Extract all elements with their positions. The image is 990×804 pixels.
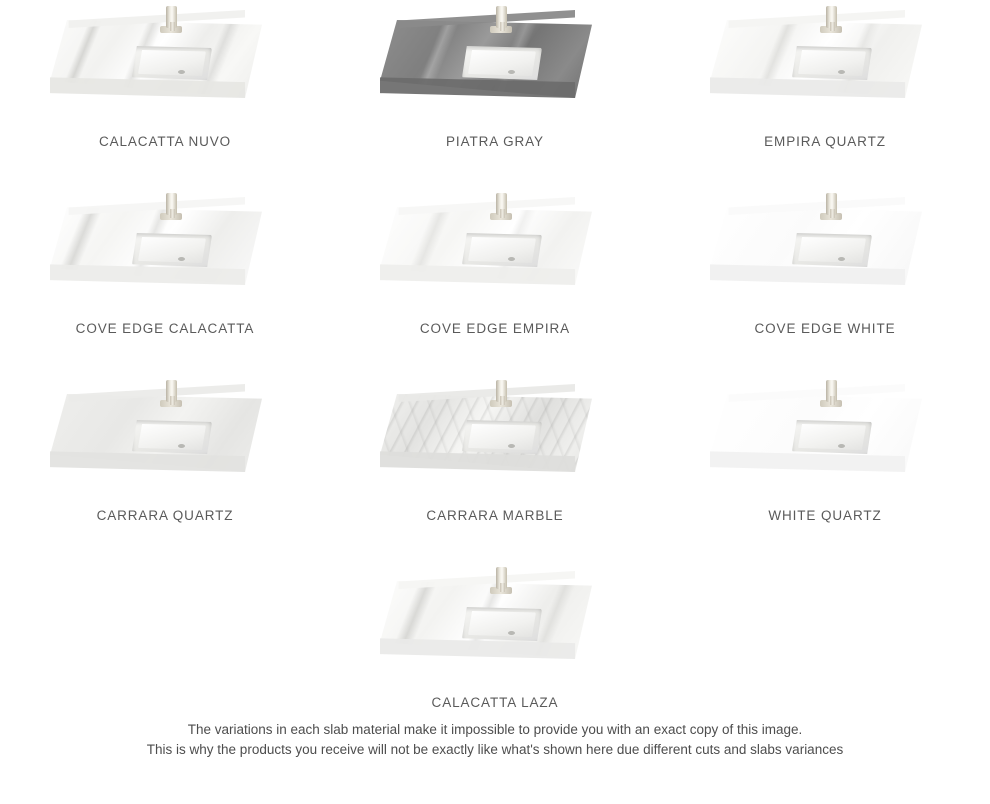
product-thumbnail[interactable] <box>380 565 610 685</box>
disclaimer-line-2: This is why the products you receive will not be exactly like what's shown here due different cuts and slabs variances <box>146 742 844 757</box>
sink-basin-inner <box>798 50 866 76</box>
option-label: CARRARA MARBLE <box>426 508 564 523</box>
disclaimer-text <box>0 720 990 760</box>
options-row <box>0 374 990 523</box>
sink-basin-inner <box>798 237 866 263</box>
sink-drain <box>508 631 515 635</box>
sink-basin-inner <box>138 237 206 263</box>
faucet-spout <box>170 396 175 405</box>
option-card-carrara-quartz[interactable] <box>0 374 330 523</box>
faucet-spout <box>170 22 175 31</box>
sink-drain <box>508 70 515 74</box>
product-thumbnail[interactable] <box>380 191 610 311</box>
options-row <box>0 187 990 336</box>
sink-basin-inner <box>468 424 536 450</box>
sink-basin-inner <box>138 50 206 76</box>
option-card-calacatta-nuvo[interactable] <box>0 0 330 149</box>
faucet-spout <box>830 209 835 218</box>
faucet-spout <box>500 396 505 405</box>
product-thumbnail[interactable] <box>50 4 280 124</box>
product-thumbnail[interactable] <box>50 191 280 311</box>
sink-drain <box>178 444 185 448</box>
option-label: COVE EDGE CALACATTA <box>75 321 255 336</box>
product-thumbnail[interactable] <box>380 4 610 124</box>
faucet-spout <box>500 583 505 592</box>
sink-basin-inner <box>468 50 536 76</box>
option-label: WHITE QUARTZ <box>768 508 882 523</box>
sink-drain <box>508 257 515 261</box>
product-thumbnail[interactable] <box>380 378 610 498</box>
faucet-spout <box>170 209 175 218</box>
sink-drain <box>838 257 845 261</box>
option-card-carrara-marble[interactable] <box>330 374 660 523</box>
sink-basin-inner <box>798 424 866 450</box>
option-card-empira-quartz[interactable] <box>660 0 990 149</box>
faucet-spout <box>830 396 835 405</box>
sink-drain <box>838 70 845 74</box>
product-thumbnail[interactable] <box>710 4 940 124</box>
sink-basin-inner <box>468 611 536 637</box>
option-label: EMPIRA QUARTZ <box>764 134 886 149</box>
options-row <box>0 0 990 149</box>
sink-drain <box>838 444 845 448</box>
option-label: CALACATTA LAZA <box>431 695 559 710</box>
option-label: PIATRA GRAY <box>446 134 544 149</box>
product-thumbnail[interactable] <box>710 191 940 311</box>
faucet-spout <box>500 22 505 31</box>
option-card-cove-edge-white[interactable] <box>660 187 990 336</box>
sink-basin-inner <box>138 424 206 450</box>
option-card-cove-edge-empira[interactable] <box>330 187 660 336</box>
option-card-cove-edge-calacatta[interactable] <box>0 187 330 336</box>
option-label: CALACATTA NUVO <box>98 134 232 149</box>
options-row <box>0 561 990 710</box>
option-card-calacatta-laza[interactable] <box>330 561 660 710</box>
option-label: COVE EDGE EMPIRA <box>419 321 571 336</box>
faucet-spout <box>830 22 835 31</box>
faucet-spout <box>500 209 505 218</box>
option-label: CARRARA QUARTZ <box>96 508 234 523</box>
disclaimer-line-1: The variations in each slab material make it impossible to provide you with an exact copy of this image. <box>187 722 803 737</box>
sink-drain <box>178 70 185 74</box>
option-card-piatra-gray[interactable] <box>330 0 660 149</box>
product-thumbnail[interactable] <box>50 378 280 498</box>
option-label: COVE EDGE WHITE <box>754 321 896 336</box>
sink-drain <box>508 444 515 448</box>
sink-basin-inner <box>468 237 536 263</box>
sink-drain <box>178 257 185 261</box>
option-card-white-quartz[interactable] <box>660 374 990 523</box>
product-thumbnail[interactable] <box>710 378 940 498</box>
